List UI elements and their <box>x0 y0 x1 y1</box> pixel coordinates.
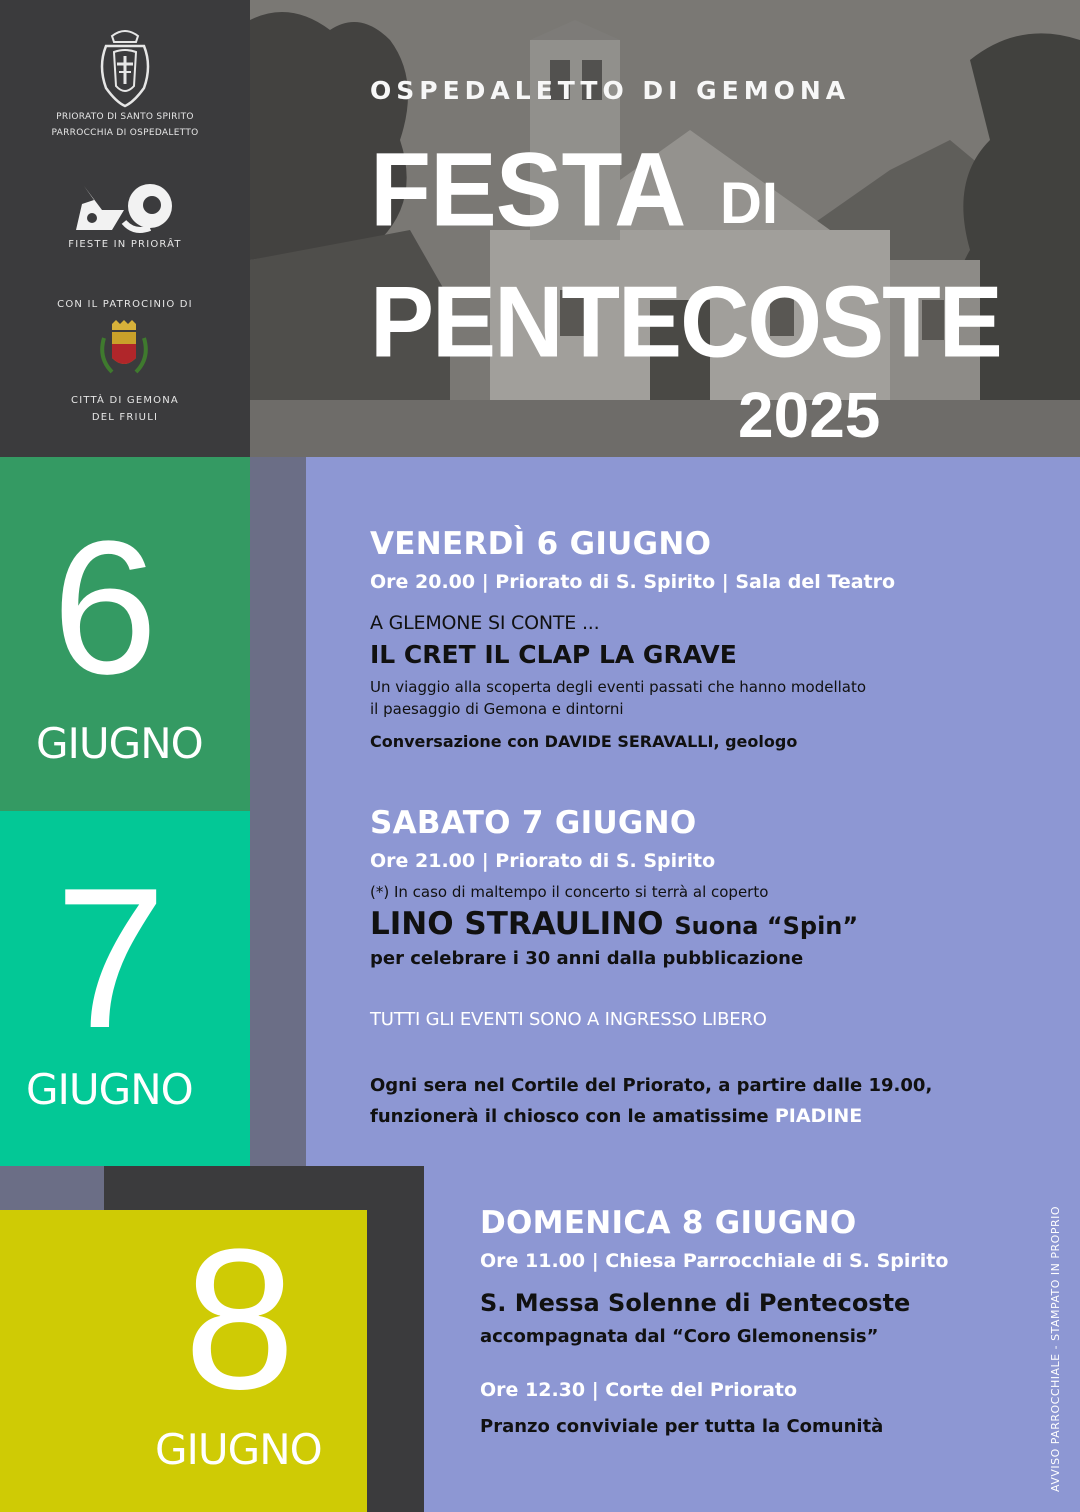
date-block-6 <box>0 457 250 811</box>
fri-desc-line1: Un viaggio alla scoperta degli eventi passati che hanno modellato <box>370 678 867 696</box>
divider-strip <box>250 457 306 1166</box>
fri-speaker: Conversazione con DAVIDE SERAVALLI, geologo <box>370 732 798 751</box>
sat-title-rest: Suona “Spin” <box>674 912 859 940</box>
date-number: 6 <box>52 502 158 714</box>
hero-town: OSPEDALETTO DI GEMONA <box>370 76 851 105</box>
hero-di: DI <box>720 171 778 236</box>
sat-title-main: LINO STRAULINO <box>370 906 664 942</box>
date-number: 8 <box>184 1208 296 1431</box>
priorato-line1: PRIORATO DI SANTO SPIRITO <box>56 112 194 122</box>
patrocinio-label: CON IL PATROCINIO DI <box>57 299 193 310</box>
hero-festa-title: FESTA <box>370 130 686 249</box>
gemona-crest-icon <box>96 318 152 382</box>
sat-note: (*) In caso di maltempo il concerto si terrà al coperto <box>370 883 769 901</box>
sun-subtitle: accompagnata dal “Coro Glemonensis” <box>480 1326 879 1347</box>
sun-heading: DOMENICA 8 GIUGNO <box>480 1205 857 1241</box>
fri-intro: A GLEMONE SI CONTE ... <box>370 612 600 634</box>
kiosk-line1: Ogni sera nel Cortile del Priorato, a partire dalle 19.00, <box>370 1075 933 1096</box>
sun-lunch: Pranzo conviviale per tutta la Comunità <box>480 1416 884 1437</box>
kiosk-line2 <box>370 1105 862 1127</box>
fieste-label: FIESTE IN PRIORÂT <box>68 239 182 250</box>
fri-heading: VENERDÌ 6 GIUGNO <box>370 526 712 562</box>
priorato-crest-icon <box>92 26 158 108</box>
hero-banner <box>250 0 1080 457</box>
date-number: 7 <box>55 847 167 1070</box>
kiosk-highlight: PIADINE <box>774 1105 863 1127</box>
date-block-8 <box>0 1210 367 1512</box>
date-month: GIUGNO <box>26 1065 193 1114</box>
sun-when-where: Ore 11.00 | Chiesa Parrocchiale di S. Spirito <box>480 1250 949 1272</box>
strip-bottom <box>0 1166 104 1210</box>
citta-line1: CITTÀ DI GEMONA <box>71 395 179 406</box>
citta-line2: DEL FRIULI <box>91 412 159 423</box>
sat-title <box>370 906 858 942</box>
free-entry: TUTTI GLI EVENTI SONO A INGRESSO LIBERO <box>370 1009 767 1030</box>
sat-subtitle: per celebrare i 30 anni dalla pubblicazione <box>370 948 804 969</box>
hero-year: 2025 <box>738 379 881 451</box>
sidebar-panel <box>0 0 250 457</box>
side-note: AVVISO PARROCCHIALE - STAMPATO IN PROPRIO <box>1049 1205 1062 1492</box>
date-month: GIUGNO <box>155 1425 322 1474</box>
fieste-logo-icon <box>72 180 176 236</box>
sat-heading: SABATO 7 GIUGNO <box>370 805 697 841</box>
kiosk-line2-prefix: funzionerà il chiosco con le amatissime <box>370 1106 769 1127</box>
priorato-line2: PARROCCHIA DI OSPEDALETTO <box>51 128 199 138</box>
sun-title: S. Messa Solenne di Pentecoste <box>480 1289 911 1317</box>
hero-pentecoste-title: PENTECOSTE <box>370 266 1001 379</box>
sun-when-where2: Ore 12.30 | Corte del Priorato <box>480 1379 798 1401</box>
fri-desc-line2: il paesaggio di Gemona e dintorni <box>370 700 624 718</box>
fri-title: IL CRET IL CLAP LA GRAVE <box>370 640 737 669</box>
date-month: GIUGNO <box>36 719 203 768</box>
date-block-7 <box>0 811 250 1166</box>
sat-when-where: Ore 21.00 | Priorato di S. Spirito <box>370 850 716 872</box>
fri-when-where: Ore 20.00 | Priorato di S. Spirito | Sala del Teatro <box>370 571 896 593</box>
